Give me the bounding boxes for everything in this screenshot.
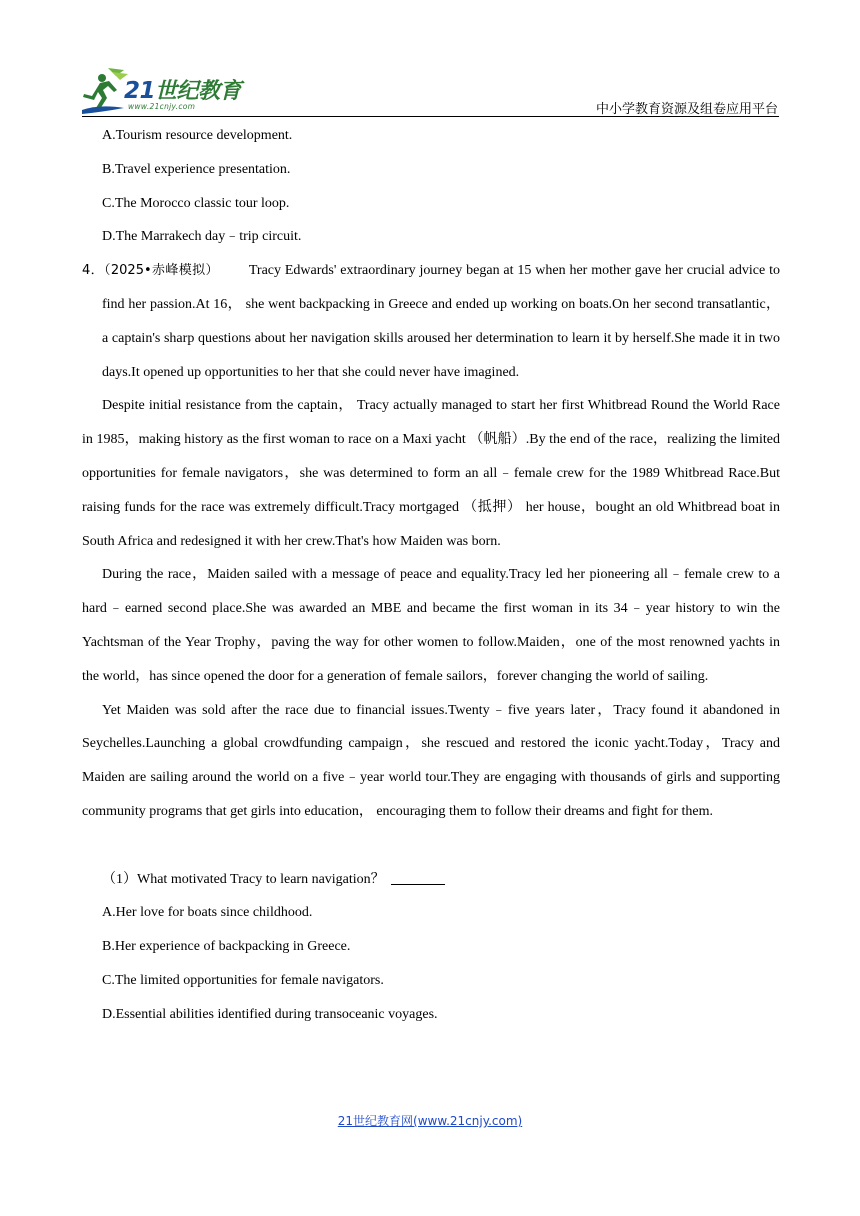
- question-source: （2025•赤峰模拟）: [104, 263, 219, 279]
- site-logo: [80, 66, 250, 118]
- answer-blank[interactable]: [391, 870, 445, 885]
- header-divider: [82, 116, 779, 117]
- spacer: [82, 829, 780, 863]
- prev-option-a: A.Tourism resource development.: [102, 128, 293, 143]
- document-body: [82, 119, 780, 1032]
- passage-paragraph-4: Yet Maiden was sold after the race due to financial issues.Twenty﹣five years later，Tracy found it abandoned in Seychelles.Launching a global crowdfunding campaign，she rescued and restored the iconic yacht.Today，Tracy and Maiden are sailing around the world on a five﹣year world tour.They are engaging with thousands of girls and supporting community programs that get girls into education， encouraging them to follow their dreams and fight for them.: [82, 702, 780, 819]
- prev-option-b: B.Travel experience presentation.: [102, 161, 291, 177]
- brand-name: [124, 74, 241, 105]
- option-c: C.The limited opportunities for female navigators.: [102, 972, 384, 988]
- prev-option-c: C.The Morocco classic tour loop.: [102, 195, 290, 211]
- question-4-intro: [82, 254, 780, 389]
- option-b: B.Her experience of backpacking in Greece.: [102, 939, 351, 955]
- sub-question-1: [82, 863, 780, 897]
- passage-paragraph-2: Despite initial resistance from the captain， Tracy actually managed to start her first Whitbread Round the World Race in 1985，making history as the first woman to race on a Maxi yacht （帆船）.By the end of the race，realizing the limited opportunities for female navigators，she was determined to form an all﹣female crew for the 1989 Whitbread Race.But raising funds for the race was extremely difficult.Tracy mortgaged （抵押） her house，bought an old Whitbread boat in South Africa and redesigned it with her crew.That's how Maiden was born.: [82, 398, 780, 549]
- option-d: D.Essential abilities identified during transoceanic voyages.: [102, 1006, 438, 1022]
- footer-link[interactable]: 21世纪教育网(www.21cnjy.com): [337, 1114, 523, 1128]
- runner-logo-icon: [80, 66, 130, 118]
- prev-option-d: D.The Marrakech day﹣trip circuit.: [102, 229, 302, 245]
- question-number: 4．: [82, 263, 105, 279]
- brand-url: www.21cnjy.com: [128, 102, 196, 111]
- platform-title: 中小学教育资源及组卷应用平台: [595, 102, 778, 117]
- option-a: A.Her love for boats since childhood.: [102, 905, 313, 921]
- page-footer: [0, 1112, 860, 1129]
- brand-chinese: 世纪教育: [155, 79, 242, 104]
- sub-question-text: （1）What motivated Tracy to learn navigation？: [102, 871, 385, 887]
- passage-paragraph-1: Tracy Edwards' extraordinary journey began at 15 when her mother gave her crucial advice to find her passion.At 16， she went backpacking in Greece and ended up working on boats.On her second transatlantic，a captain's sharp questions about her navigation skills aroused her determination to learn it by herself.She made it in two days.It opened up opportunities to her that she could never have imagined.: [102, 263, 780, 380]
- passage-paragraph-3: During the race，Maiden sailed with a message of peace and equality.Tracy led her pioneering all﹣female crew to a hard﹣earned second place.She was awarded an MBE and became the first woman in its 34﹣year history to win the Yachtsman of the Year Trophy，paving the way for other women to follow.Maiden，one of the most renowned yachts in the world，has since opened the door for a generation of female sailors，forever changing the world of sailing.: [82, 567, 780, 684]
- page-header: [80, 66, 780, 118]
- brand-number: 21: [124, 78, 156, 104]
